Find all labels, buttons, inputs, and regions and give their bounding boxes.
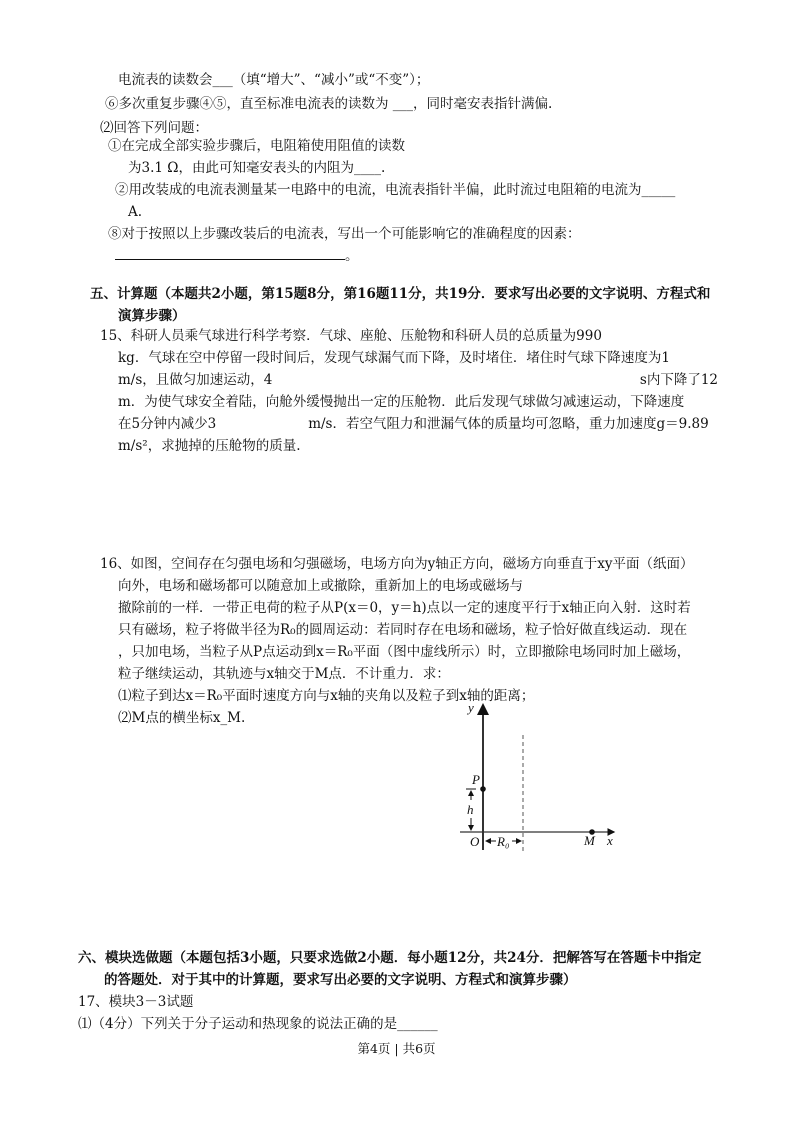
q14-sub2-cont: A. [128,204,143,220]
q15-line: m．为使气球安全着陆，向舱外缓慢抛出一定的压舱物．此后发现气球做匀减速运动，下降速度 [118,394,685,410]
q15-line: m/s²，求抛掉的压舱物的质量. [118,438,301,454]
q17-title: 17、模块3－3试题 [78,994,194,1010]
q14-sub2: ②用改装成的电流表测量某一电路中的电流，电流表指针半偏，此时流过电阻箱的电流为_____ [115,182,676,198]
q16-line: 16、如图，空间存在匀强电场和匀强磁场，电场方向为y轴正方向，磁场方向垂直于xy平面（纸面） [100,556,694,572]
q15-text: m/s．若空气阻力和泄漏气体的质量均可忽略，重力加速度g＝9.89 [308,416,709,432]
h-label: h [467,802,474,817]
q15-text: 在5分钟内减少3 [118,416,217,432]
page-footer: 第4页 | 共6页 [357,1041,436,1056]
m-label: M [584,833,595,848]
q16-line: 只有磁场，粒子将做半径为R₀的圆周运动：若同时存在电场和磁场，粒子恰好做直线运动．现在 [118,622,688,638]
q16-part2: ⑵M点的横坐标x_M. [118,710,246,726]
q15-text: m/s，且做匀加速运动，4 [118,372,273,388]
q16-line: 向外，电场和磁场都可以随意加上或撤除，重新加上的电场或磁场与 [118,578,523,594]
r0-label: R₀ [497,834,510,849]
q15-text: s内下降了12 [639,372,718,388]
q16-line: ，只加电场，当粒子从P点运动到x＝R₀平面（图中虚线所示）时，立即撤除电场同时加上磁场， [118,644,691,660]
q14-sub1-cont: 为3.1 Ω，由此可知毫安表头的内阻为____. [128,160,386,176]
q15-line: kg．气球在空中停留一段时间后，发现气球漏气而下降，及时堵住．堵住时气球下降速度为1 [118,350,670,366]
section5-heading-cont: 演算步骤） [118,308,186,324]
q16-line: 粒子继续运动，其轨迹与x轴交于M点．不计重力．求： [118,666,450,682]
x-label: x [607,833,613,848]
period: 。 [345,248,359,264]
point-p [480,786,486,792]
q17-part1: ⑴（4分）下列关于分子运动和热现象的说法正确的是______ [78,1016,438,1032]
q16-part1: ⑴粒子到达x＝R₀平面时速度方向与x轴的夹角以及粒子到x轴的距离； [118,688,535,704]
q14-sub3: ⑧对于按照以上步骤改装后的电流表，写出一个可能影响它的准确程度的因素： [108,226,581,242]
q15-line: 15、科研人员乘气球进行科学考察．气球、座舱、压舱物和科研人员的总质量为990 [100,328,602,344]
section6-heading-cont: 的答题处．对于其中的计算题，要求写出必要的文字说明、方程式和演算步骤） [104,972,577,988]
p-label: P [472,772,480,787]
q14-part2-heading: ⑵回答下列问题： [100,120,208,136]
section5-heading: 五、计算题（本题共2小题，第15题8分，第16题11分，共19分．要求写出必要的文字说明、方程式和 [90,286,711,302]
section6-heading: 六、模块选做题（本题包括3小题，只要求选做2小题．每小题12分，共24分．把解答写在答题卡中指定 [78,950,702,966]
q14-sub1: ①在完成全部实验步骤后，电阻箱使用阻值的读数 [108,138,405,154]
y-label: y [468,700,474,715]
q14-step6: ⑥多次重复步骤④⑤，直至标准电流表的读数为 ___，同时毫安表指针满偏. [105,96,553,112]
origin-label: O [470,834,480,849]
q14-line: 电流表的读数会___（填“增大”、“减小”或“不变”）； [118,72,430,88]
q16-line: 撤除前的一样．一带正电荷的粒子从P(x＝0，y＝h)点以一定的速度平行于x轴正向入射．这时若 [118,600,691,616]
